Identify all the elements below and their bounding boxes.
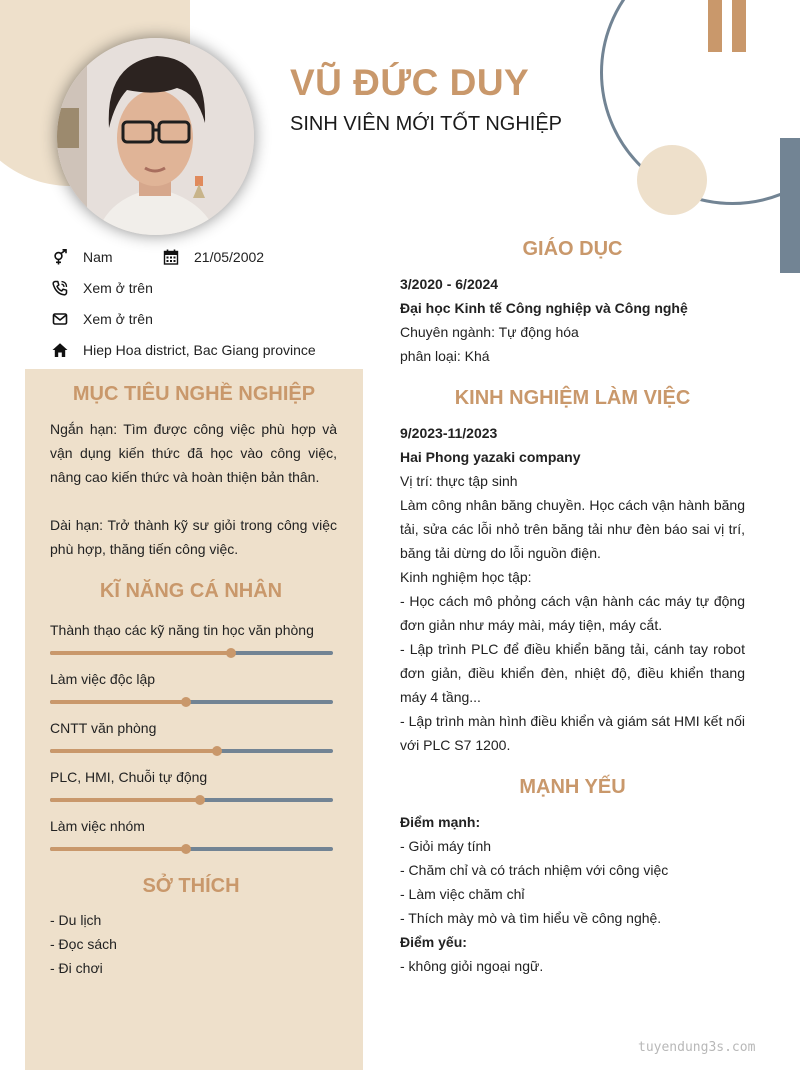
decorative-bar — [732, 0, 746, 52]
strong-title: Điểm mạnh: — [400, 814, 481, 830]
skill-label: Làm việc độc lập — [50, 671, 156, 687]
strengths-title: MẠNH YẾU — [519, 776, 626, 798]
decorative-dot — [637, 145, 707, 215]
learning-item: - Học cách mô phỏng cách vận hành các máy tự động đơn giản như máy mài, máy tiện, máy cắt. — [400, 593, 745, 633]
calendar-icon — [163, 249, 179, 265]
education-grade: phân loại: Khá — [400, 348, 490, 364]
contact-gender — [52, 247, 113, 267]
skill-label: PLC, HMI, Chuỗi tự động — [50, 769, 208, 785]
learning-item: - Lập trình màn hình điều khiển và giám sát HMI kết nối với PLC S7 1200. — [400, 713, 745, 753]
gender-value: Nam — [83, 249, 113, 265]
skill-bar — [50, 700, 333, 704]
avatar-portrait — [57, 38, 254, 235]
skills-title: KĨ NĂNG CÁ NHÂN — [99, 580, 283, 602]
weak-title: Điểm yếu: — [400, 934, 467, 950]
gender-icon — [52, 249, 68, 265]
birthdate-value: 21/05/2002 — [194, 249, 265, 265]
hobby-item: - Du lịch — [50, 912, 102, 928]
avatar — [57, 38, 254, 235]
education-major: Chuyên ngành: Tự động hóa — [400, 324, 579, 340]
decorative-side-bar — [780, 138, 800, 273]
email-icon — [52, 311, 68, 327]
weak-item: - không giỏi ngoại ngữ. — [400, 958, 544, 974]
home-icon — [52, 342, 68, 358]
education-title: GIÁO DỤC — [522, 238, 623, 260]
experience-company: Hai Phong yazaki company — [400, 449, 581, 465]
skill-bar-fill — [50, 700, 186, 704]
decorative-bar — [708, 0, 722, 52]
education-period: 3/2020 - 6/2024 — [400, 276, 499, 292]
skill-bar — [50, 749, 333, 753]
experience-description: Làm công nhân băng chuyền. Học cách vận hành băng tải, sửa các lỗi nhỏ trên băng tải như đèn báo sai vị trí, băng tải dừng do lỗi nguồn điện. — [400, 497, 745, 561]
experience-title: KINH NGHIỆM LÀM VIỆC — [454, 387, 691, 409]
experience-position: Vị trí: thực tập sinh — [400, 473, 518, 489]
skill-bar-knob — [181, 697, 191, 707]
strong-item: - Làm việc chăm chỉ — [400, 886, 525, 902]
contact-address — [52, 340, 316, 360]
objective-short-term: Ngắn hạn: Tìm được công việc phù hợp và vận dụng kiến thức đã học vào công việc, nâng cao kiến thức và hoàn thiện bản thân. — [50, 421, 337, 485]
hobby-item: - Đọc sách — [50, 936, 117, 952]
objective-long-term: Dài hạn: Trở thành kỹ sư giỏi trong công việc phù hợp, thăng tiến công việc. — [50, 517, 337, 557]
strong-item: - Thích mày mò và tìm hiểu về công nghệ. — [400, 910, 662, 926]
education-school: Đại học Kinh tế Công nghiệp và Công nghệ — [400, 300, 688, 316]
candidate-name: VŨ ĐỨC DUY — [290, 62, 530, 103]
skill-bar-fill — [50, 651, 231, 655]
contact-birthdate — [163, 247, 264, 267]
skill-label: Thành thạo các kỹ năng tin học văn phòng — [50, 622, 314, 638]
objective-title: MỤC TIÊU NGHỀ NGHIỆP — [72, 383, 316, 405]
email-value: Xem ở trên — [83, 311, 153, 327]
skill-bar — [50, 651, 333, 655]
hobby-item: - Đi chơi — [50, 960, 103, 976]
skill-label: CNTT văn phòng — [50, 720, 157, 736]
phone-icon — [52, 280, 68, 296]
skill-bar-fill — [50, 847, 186, 851]
skill-bar-knob — [195, 795, 205, 805]
skill-bar-fill — [50, 749, 217, 753]
experience-period: 9/2023-11/2023 — [400, 425, 498, 441]
strong-item: - Chăm chỉ và có trách nhiệm với công việc — [400, 862, 669, 878]
learning-item: - Lập trình PLC để điều khiển băng tải, cánh tay robot đơn giản, điều khiển đèn, nhiệt độ, điều khiển thang máy 4 tầng... — [400, 641, 745, 705]
skill-bar-knob — [212, 746, 222, 756]
skill-bar-fill — [50, 798, 200, 802]
phone-value: Xem ở trên — [83, 280, 153, 296]
learning-title: Kinh nghiệm học tập: — [400, 569, 532, 585]
hobbies-title: SỞ THÍCH — [142, 875, 240, 897]
strong-item: - Giỏi máy tính — [400, 838, 492, 854]
contact-phone — [52, 278, 153, 298]
contact-email — [52, 309, 153, 329]
address-value: Hiep Hoa district, Bac Giang province — [83, 342, 316, 358]
skill-label: Làm việc nhóm — [50, 818, 145, 834]
skill-bar — [50, 847, 333, 851]
skill-bar-knob — [181, 844, 191, 854]
skill-bar — [50, 798, 333, 802]
watermark: tuyendung3s.com — [638, 1040, 756, 1055]
candidate-role: SINH VIÊN MỚI TỐT NGHIỆP — [290, 113, 563, 135]
